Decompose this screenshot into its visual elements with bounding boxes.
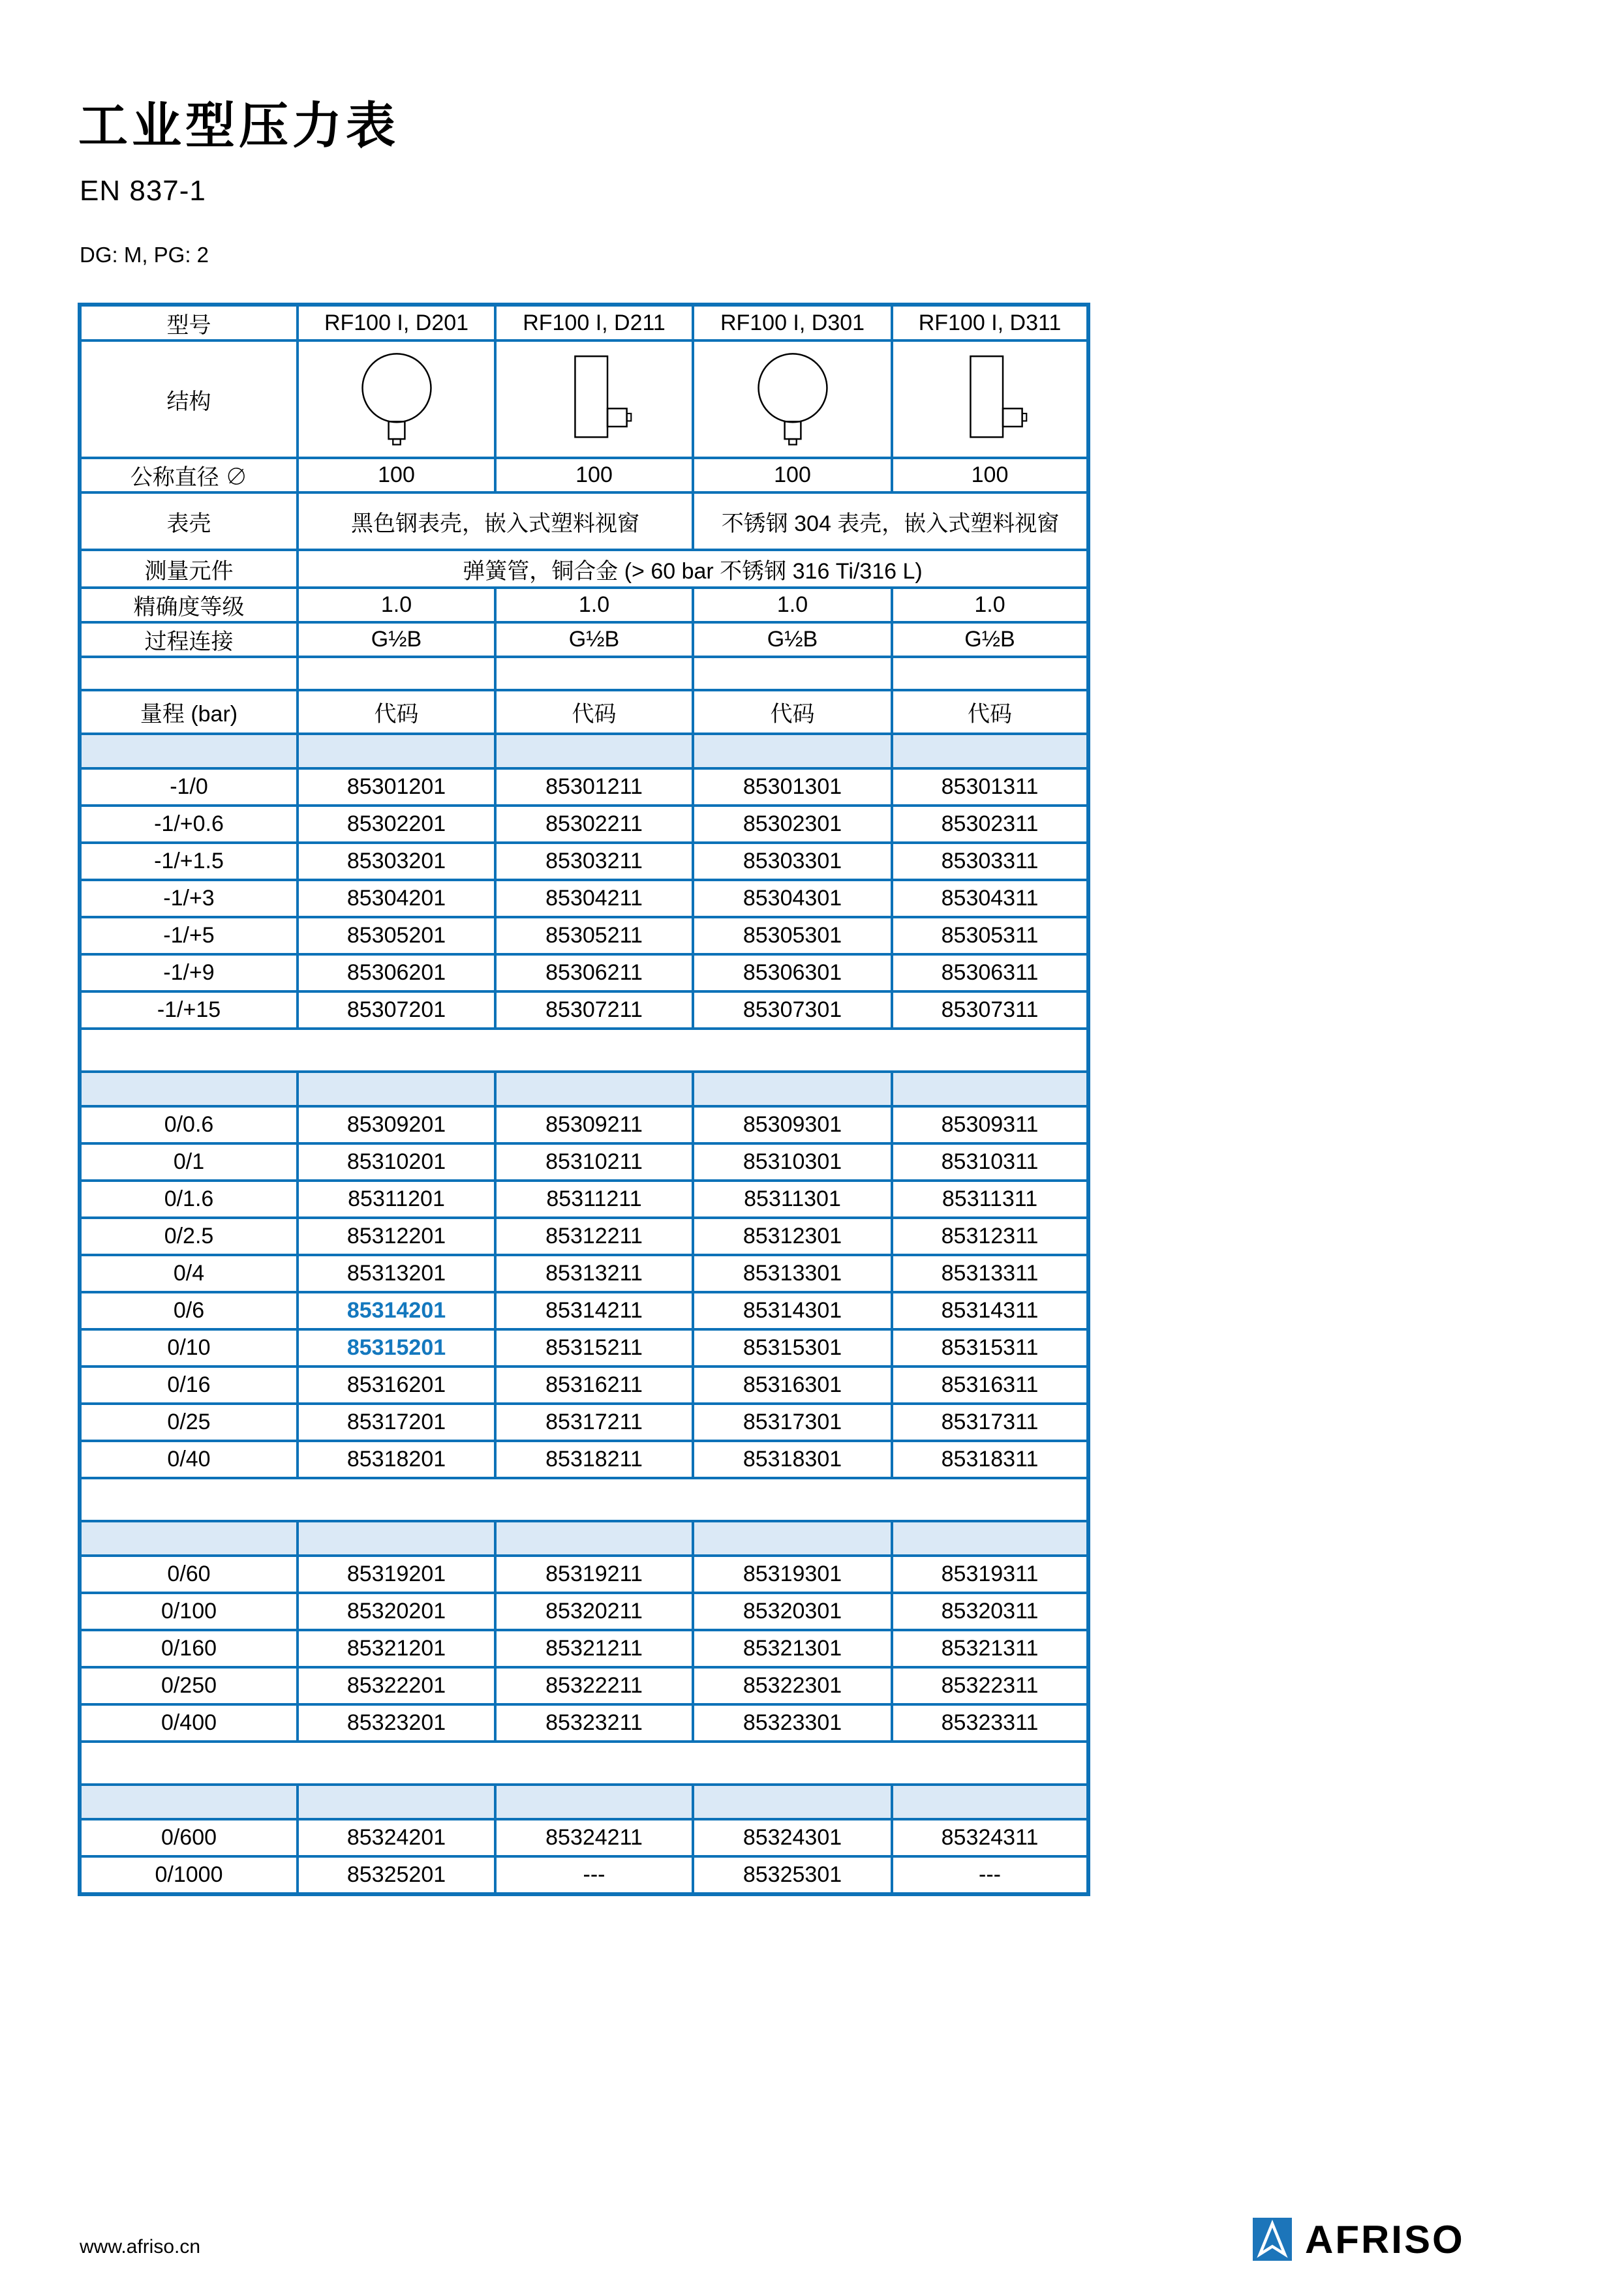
spec-note: DG: M, PG: 2 — [80, 243, 209, 267]
order-code: 85313211 — [495, 1255, 693, 1292]
order-code: 85315211 — [495, 1329, 693, 1367]
order-code: 85304201 — [298, 880, 495, 917]
table-row — [80, 1819, 1088, 1856]
order-code: 85316211 — [495, 1367, 693, 1404]
code-header-label: 代码 — [693, 690, 892, 734]
order-code-highlighted: 85314201 — [298, 1292, 495, 1329]
model-name: RF100 I, D311 — [892, 305, 1088, 340]
case-row-label: 表壳 — [80, 492, 298, 550]
order-code: 85309311 — [892, 1106, 1088, 1143]
table-row — [80, 1441, 1088, 1478]
accuracy-value: 1.0 — [495, 588, 693, 622]
range-cell: 0/250 — [80, 1667, 298, 1704]
range-cell: 0/0.6 — [80, 1106, 298, 1143]
order-code: 85305311 — [892, 917, 1088, 954]
order-code: --- — [892, 1856, 1088, 1894]
order-code: 85307201 — [298, 991, 495, 1029]
accuracy-value: 1.0 — [298, 588, 495, 622]
shaded-empty-cell — [80, 1521, 298, 1556]
order-code: 85325301 — [693, 1856, 892, 1894]
code-header-label: 代码 — [298, 690, 495, 734]
range-cell: 0/2.5 — [80, 1218, 298, 1255]
order-code: 85301301 — [693, 768, 892, 806]
order-code: 85322211 — [495, 1667, 693, 1704]
order-code: 85314301 — [693, 1292, 892, 1329]
shaded-empty-cell — [298, 1785, 495, 1819]
table-row — [80, 550, 1088, 588]
afriso-logo-icon — [1253, 2218, 1292, 2261]
order-code: --- — [495, 1856, 693, 1894]
order-code: 85310211 — [495, 1143, 693, 1181]
range-cell: -1/+1.5 — [80, 843, 298, 880]
table-row — [80, 954, 1088, 991]
order-code: 85319211 — [495, 1556, 693, 1593]
table-row — [80, 1593, 1088, 1630]
order-code: 85312201 — [298, 1218, 495, 1255]
order-code: 85324211 — [495, 1819, 693, 1856]
order-code: 85305201 — [298, 917, 495, 954]
order-code: 85314211 — [495, 1292, 693, 1329]
diameter-row-label: 公称直径 ∅ — [80, 458, 298, 492]
shaded-empty-cell — [495, 1785, 693, 1819]
shaded-empty-cell — [495, 734, 693, 768]
order-code: 85310301 — [693, 1143, 892, 1181]
empty-cell — [80, 657, 298, 690]
order-code: 85307211 — [495, 991, 693, 1029]
shaded-empty-cell — [80, 734, 298, 768]
order-code: 85312311 — [892, 1218, 1088, 1255]
shaded-empty-cell — [80, 1785, 298, 1819]
table-row — [80, 1667, 1088, 1704]
order-code: 85313301 — [693, 1255, 892, 1292]
section-gap — [80, 1478, 1088, 1521]
shaded-empty-cell — [892, 1072, 1088, 1106]
empty-cell — [892, 657, 1088, 690]
shaded-empty-cell — [298, 1072, 495, 1106]
order-code: 85307301 — [693, 991, 892, 1029]
range-cell: 0/10 — [80, 1329, 298, 1367]
element-value: 弹簧管，铜合金 (> 60 bar 不锈钢 316 Ti/316 L) — [298, 550, 1088, 588]
order-code: 85301211 — [495, 768, 693, 806]
gauge-side-view-drawing — [495, 340, 693, 458]
order-code: 85309301 — [693, 1106, 892, 1143]
order-code: 85304211 — [495, 880, 693, 917]
empty-cell — [298, 657, 495, 690]
model-name: RF100 I, D211 — [495, 305, 693, 340]
order-code: 85317211 — [495, 1404, 693, 1441]
order-code: 85311301 — [693, 1181, 892, 1218]
order-code: 85303311 — [892, 843, 1088, 880]
model-row-label: 型号 — [80, 305, 298, 340]
order-code: 85303301 — [693, 843, 892, 880]
range-cell: 0/25 — [80, 1404, 298, 1441]
product-spec-table — [78, 303, 1090, 1896]
shaded-empty-cell — [693, 1785, 892, 1819]
connection-value: G½B — [495, 622, 693, 657]
section-gap — [80, 1742, 1088, 1785]
range-cell: 0/400 — [80, 1704, 298, 1742]
table-row — [80, 917, 1088, 954]
order-code: 85306211 — [495, 954, 693, 991]
order-code: 85319301 — [693, 1556, 892, 1593]
table-row — [80, 843, 1088, 880]
accuracy-value: 1.0 — [892, 588, 1088, 622]
order-code: 85319201 — [298, 1556, 495, 1593]
table-row — [80, 1521, 1088, 1556]
connection-value: G½B — [693, 622, 892, 657]
order-code: 85324201 — [298, 1819, 495, 1856]
range-cell: 0/1000 — [80, 1856, 298, 1894]
order-code: 85304301 — [693, 880, 892, 917]
order-code: 85321201 — [298, 1630, 495, 1667]
shaded-empty-cell — [495, 1072, 693, 1106]
order-code: 85318201 — [298, 1441, 495, 1478]
order-code: 85319311 — [892, 1556, 1088, 1593]
empty-cell — [693, 657, 892, 690]
order-code: 85318301 — [693, 1441, 892, 1478]
table-row — [80, 1072, 1088, 1106]
table-row — [80, 1218, 1088, 1255]
table-row — [80, 340, 1088, 458]
order-code: 85320311 — [892, 1593, 1088, 1630]
order-code: 85313311 — [892, 1255, 1088, 1292]
shaded-empty-cell — [693, 1521, 892, 1556]
order-code: 85309201 — [298, 1106, 495, 1143]
table-row — [80, 690, 1088, 734]
table-row — [80, 1029, 1088, 1072]
order-code: 85316201 — [298, 1367, 495, 1404]
gauge-side-view-drawing — [892, 340, 1088, 458]
standard-reference: EN 837-1 — [80, 175, 206, 207]
order-code: 85322201 — [298, 1667, 495, 1704]
table-row — [80, 588, 1088, 622]
diameter-value: 100 — [495, 458, 693, 492]
order-code: 85324301 — [693, 1819, 892, 1856]
order-code: 85303201 — [298, 843, 495, 880]
connection-row-label: 过程连接 — [80, 622, 298, 657]
gauge-front-view-drawing — [693, 340, 892, 458]
shaded-empty-cell — [693, 734, 892, 768]
shaded-empty-cell — [298, 734, 495, 768]
table-row — [80, 458, 1088, 492]
order-code: 85323201 — [298, 1704, 495, 1742]
order-code: 85325201 — [298, 1856, 495, 1894]
order-code-highlighted: 85315201 — [298, 1329, 495, 1367]
model-name: RF100 I, D301 — [693, 305, 892, 340]
order-code: 85318311 — [892, 1441, 1088, 1478]
range-cell: -1/0 — [80, 768, 298, 806]
order-code: 85321311 — [892, 1630, 1088, 1667]
order-code: 85310311 — [892, 1143, 1088, 1181]
order-code: 85301201 — [298, 768, 495, 806]
connection-value: G½B — [298, 622, 495, 657]
empty-cell — [495, 657, 693, 690]
order-code: 85311211 — [495, 1181, 693, 1218]
order-code: 85306311 — [892, 954, 1088, 991]
order-code: 85301311 — [892, 768, 1088, 806]
table-row — [80, 1630, 1088, 1667]
shaded-empty-cell — [892, 1785, 1088, 1819]
range-cell: 0/6 — [80, 1292, 298, 1329]
order-code: 85310201 — [298, 1143, 495, 1181]
gauge-front-view-drawing — [298, 340, 495, 458]
order-code: 85316311 — [892, 1367, 1088, 1404]
order-code: 85315301 — [693, 1329, 892, 1367]
order-code: 85307311 — [892, 991, 1088, 1029]
shaded-empty-cell — [298, 1521, 495, 1556]
order-code: 85309211 — [495, 1106, 693, 1143]
structure-row-label: 结构 — [80, 340, 298, 458]
range-cell: 0/1.6 — [80, 1181, 298, 1218]
order-code: 85302211 — [495, 806, 693, 843]
range-cell: -1/+0.6 — [80, 806, 298, 843]
table-row — [80, 305, 1088, 340]
range-cell: 0/40 — [80, 1441, 298, 1478]
order-code: 85313201 — [298, 1255, 495, 1292]
table-row — [80, 1556, 1088, 1593]
range-cell: -1/+9 — [80, 954, 298, 991]
order-code: 85311201 — [298, 1181, 495, 1218]
table-row — [80, 1143, 1088, 1181]
range-header-label: 量程 (bar) — [80, 690, 298, 734]
order-code: 85303211 — [495, 843, 693, 880]
order-code: 85320201 — [298, 1593, 495, 1630]
order-code: 85322311 — [892, 1667, 1088, 1704]
table-row — [80, 1478, 1088, 1521]
table-row — [80, 880, 1088, 917]
model-name: RF100 I, D201 — [298, 305, 495, 340]
afriso-logo-text: AFRISO — [1305, 2217, 1465, 2261]
table-row — [80, 806, 1088, 843]
table-row — [80, 1292, 1088, 1329]
order-code: 85312211 — [495, 1218, 693, 1255]
range-cell: 0/16 — [80, 1367, 298, 1404]
table-row — [80, 622, 1088, 657]
order-code: 85315311 — [892, 1329, 1088, 1367]
order-code: 85317301 — [693, 1404, 892, 1441]
order-code: 85318211 — [495, 1441, 693, 1478]
page-title: 工业型压力表 — [78, 98, 399, 154]
case-material-stainless: 不锈钢 304 表壳，嵌入式塑料视窗 — [693, 492, 1088, 550]
order-code: 85311311 — [892, 1181, 1088, 1218]
order-code: 85305301 — [693, 917, 892, 954]
order-code: 85306201 — [298, 954, 495, 991]
order-code: 85314311 — [892, 1292, 1088, 1329]
shaded-empty-cell — [892, 1521, 1088, 1556]
connection-value: G½B — [892, 622, 1088, 657]
table-row — [80, 1329, 1088, 1367]
order-code: 85317201 — [298, 1404, 495, 1441]
range-cell: 0/4 — [80, 1255, 298, 1292]
shaded-empty-cell — [80, 1072, 298, 1106]
table-row — [80, 492, 1088, 550]
diameter-value: 100 — [693, 458, 892, 492]
order-code: 85323311 — [892, 1704, 1088, 1742]
code-header-label: 代码 — [495, 690, 693, 734]
table-row — [80, 1181, 1088, 1218]
order-code: 85321301 — [693, 1630, 892, 1667]
order-code: 85316301 — [693, 1367, 892, 1404]
order-code: 85323211 — [495, 1704, 693, 1742]
website-url: www.afriso.cn — [80, 2236, 201, 2258]
table-row — [80, 1704, 1088, 1742]
order-code: 85320211 — [495, 1593, 693, 1630]
order-code: 85321211 — [495, 1630, 693, 1667]
shaded-empty-cell — [892, 734, 1088, 768]
range-cell: 0/100 — [80, 1593, 298, 1630]
order-code: 85323301 — [693, 1704, 892, 1742]
shaded-empty-cell — [693, 1072, 892, 1106]
table-row — [80, 1367, 1088, 1404]
order-code: 85320301 — [693, 1593, 892, 1630]
table-row — [80, 1742, 1088, 1785]
range-cell: -1/+5 — [80, 917, 298, 954]
table-row — [80, 1106, 1088, 1143]
section-gap — [80, 1029, 1088, 1072]
diameter-value: 100 — [892, 458, 1088, 492]
range-cell: -1/+3 — [80, 880, 298, 917]
range-cell: 0/1 — [80, 1143, 298, 1181]
table-row — [80, 991, 1088, 1029]
accuracy-value: 1.0 — [693, 588, 892, 622]
case-material-steel: 黑色钢表壳，嵌入式塑料视窗 — [298, 492, 693, 550]
code-header-label: 代码 — [892, 690, 1088, 734]
table-row — [80, 768, 1088, 806]
range-cell: 0/60 — [80, 1556, 298, 1593]
table-row — [80, 1255, 1088, 1292]
element-row-label: 测量元件 — [80, 550, 298, 588]
order-code: 85324311 — [892, 1819, 1088, 1856]
order-code: 85302311 — [892, 806, 1088, 843]
order-code: 85306301 — [693, 954, 892, 991]
order-code: 85312301 — [693, 1218, 892, 1255]
table-row — [80, 657, 1088, 690]
accuracy-row-label: 精确度等级 — [80, 588, 298, 622]
order-code: 85302301 — [693, 806, 892, 843]
afriso-logo — [1253, 2218, 1465, 2261]
table-row — [80, 1785, 1088, 1819]
table-row — [80, 734, 1088, 768]
order-code: 85305211 — [495, 917, 693, 954]
table-row — [80, 1856, 1088, 1894]
order-code: 85322301 — [693, 1667, 892, 1704]
table-row — [80, 1404, 1088, 1441]
range-cell: 0/600 — [80, 1819, 298, 1856]
order-code: 85302201 — [298, 806, 495, 843]
order-code: 85317311 — [892, 1404, 1088, 1441]
diameter-value: 100 — [298, 458, 495, 492]
range-cell: 0/160 — [80, 1630, 298, 1667]
range-cell: -1/+15 — [80, 991, 298, 1029]
shaded-empty-cell — [495, 1521, 693, 1556]
order-code: 85304311 — [892, 880, 1088, 917]
